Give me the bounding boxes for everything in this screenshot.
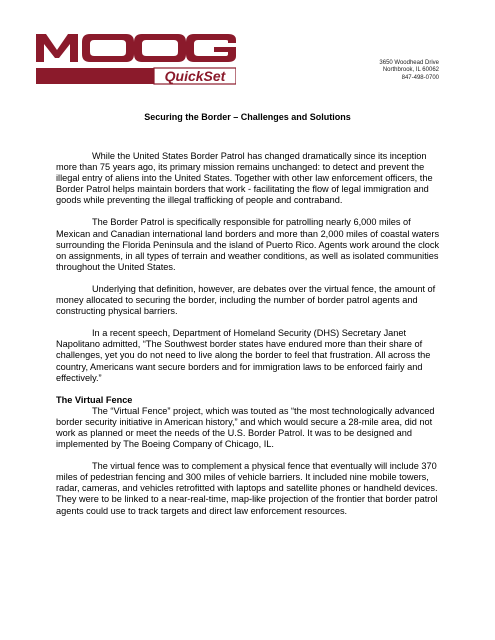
company-address: [379, 60, 439, 82]
section-heading: The Virtual Fence: [56, 394, 133, 405]
body-paragraph: The Border Patrol is specifically responsible for patrolling nearly 6,000 miles of Mexican and Canadian international land borders and more than 2,000 miles of coastal waters surrounding the Florida Peninsula and the island of Puerto Rico. Agents work around the clock on assignments, in all types of terrain and weather conditions, as well as isolated communities throughout the United States.: [56, 217, 440, 272]
body-paragraph: While the United States Border Patrol has changed dramatically since its inception more than 75 years ago, its primary mission remains unchanged: to detect and prevent the illegal entry of aliens into the United States. Together with other law enforcement officers, the Border Patrol helps maintain borders that work - facilitating the flow of legal immigration and goods while preventing the illegal trafficking of people and contraband.: [56, 151, 433, 206]
body-paragraph: The virtual fence was to complement a physical fence that eventually will include 370 miles of pedestrian fencing and 300 miles of vehicle barriers. It included nine mobile towers, radar, cameras, and vehicles retrofitted with laptops and satellite phones or handheld devices. They were to be linked to a near-real-time, map-like projection of the frontier that border patrol agents could use to track targets and direct law enforcement resources.: [56, 461, 438, 516]
moog-quickset-logo: [36, 30, 236, 86]
document-body: [56, 151, 446, 528]
logo-product-text: QuickSet: [164, 68, 226, 84]
address-line: Northbrook, IL 60062: [382, 67, 439, 74]
address-line: 847-498-0700: [401, 74, 439, 81]
body-paragraph: The “Virtual Fence” project, which was touted as “the most technologically advanced border security initiative in American history,” and which would secure a 28-mile area, did not work as planned or meet the needs of the U.S. Border Patrol. It was to be designed and implemented by The Boeing Company of Chicago, IL.: [56, 405, 435, 450]
body-paragraph: In a recent speech, Department of Homeland Security (DHS) Secretary Janet Napolitano admitted, “The Southwest border states have endured more than their share of challenges, yet you do not need to live along the border to feel that frustration. All across the country, Americans want secure borders and for immigration laws to be enforced fairly and effectively.”: [56, 328, 431, 383]
address-line: 3650 Woodhead Drive: [379, 60, 439, 66]
logo-graphic: [36, 30, 236, 86]
document-title: Securing the Border – Challenges and Solutions: [144, 112, 351, 122]
body-paragraph: Underlying that definition, however, are debates over the virtual fence, the amount of money allocated to securing the border, including the number of border patrol agents and constructing physical barriers.: [56, 283, 436, 317]
